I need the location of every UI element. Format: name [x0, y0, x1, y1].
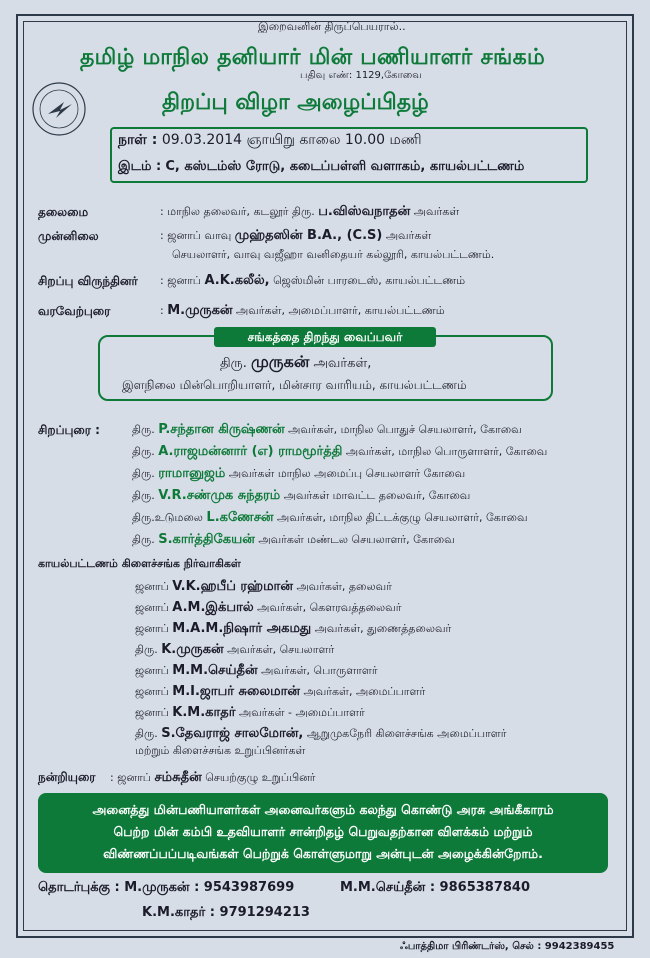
branch-member-item-name: M.A.M.நிஷார் அகமது: [172, 621, 312, 636]
welcome-suffix: அவர்கள், அமைப்பாளர், காயல்பட்டணம்: [236, 304, 445, 317]
special-address-item: [132, 444, 547, 460]
special-address-item: [132, 532, 455, 548]
special-address-item-prefix: திரு.: [132, 467, 155, 480]
special-guest-prefix: : ஜனாப்: [160, 274, 201, 287]
date-label: நாள் :: [118, 132, 158, 148]
special-address-item-name: V.R.சண்முக சுந்தரம்: [158, 488, 281, 503]
thanks-suffix: செயற்குழு உறுப்பினர்: [205, 771, 316, 784]
branch-member-item-prefix: ஜனாப்: [135, 685, 169, 698]
special-address-item-name: S.கார்த்திகேயன்: [158, 532, 255, 547]
branch-footer: மற்றும் கிளைச்சங்க உறுப்பினர்கள்: [135, 744, 306, 757]
branch-member-item-suffix: அவர்கள், அமைப்பாளர்: [303, 685, 426, 698]
contact1-name: M.முருகன்: [124, 880, 190, 895]
contact1-phone: : 9543987699: [194, 880, 295, 895]
special-address-item-prefix: திரு.: [132, 423, 155, 436]
special-address-item-prefix: திரு.: [132, 445, 155, 458]
branch-member-item-prefix: ஜனாப்: [135, 580, 169, 593]
branch-member-item-prefix: திரு.: [135, 727, 158, 740]
chair-prefix: : மாநில தலைவர், கடலூர் திரு.: [160, 205, 315, 218]
contact3-name: K.M.காதர்: [142, 905, 206, 920]
special-address-item-suffix: அவர்கள் மாநில அமைப்பு செயலாளர் கோவை: [228, 467, 466, 480]
branch-member-item-prefix: ஜனாப்: [135, 706, 169, 719]
branch-member-item-suffix: ஆறுமுகநேரி கிளைச்சங்க அமைப்பாளர்: [306, 727, 507, 740]
chair-name: ப.விஸ்வநாதன்: [318, 204, 411, 219]
presence-suffix: அவர்கள்: [385, 229, 432, 242]
branch-member-item: [135, 579, 392, 595]
branch-member-item-suffix: அவர்கள், செயலாளர்: [227, 643, 335, 656]
presence-prefix: : ஜனாப் வாவு: [160, 229, 232, 242]
special-address-label: சிறப்புரை :: [38, 423, 100, 437]
special-address-item-suffix: அவர்கள், மாநில திட்டக்குழு செயலாளர், கோவை: [277, 511, 528, 524]
branch-member-item-suffix: அவர்கள் - அமைப்பாளர்: [239, 706, 365, 719]
special-address-item-name: L.கணேசன்: [206, 510, 274, 525]
invitation-banner: [38, 793, 608, 873]
branch-member-item: [135, 621, 451, 637]
branch-heading: காயல்பட்டணம் கிளைச்சங்க நிர்வாகிகள்: [38, 557, 241, 570]
chair-suffix: அவர்கள்: [413, 205, 460, 218]
branch-member-item-name: K.முருகன்: [161, 642, 224, 657]
opening-prefix: திரு.: [220, 356, 247, 371]
branch-member-item-prefix: ஜனாப்: [135, 601, 169, 614]
branch-member-item: [135, 726, 506, 742]
presence-name: முஹ்தஸின் B.A., (C.S): [234, 228, 383, 243]
branch-member-item-prefix: திரு.: [135, 643, 158, 656]
branch-member-item-suffix: அவர்கள், பொருளாளர்: [261, 664, 378, 677]
special-address-item-suffix: அவர்கள், மாநில பொதுச் செயலாளர், கோவை: [288, 423, 522, 436]
branch-member-item: [135, 600, 401, 616]
special-address-item: [132, 510, 528, 526]
special-address-item-prefix: திரு.: [132, 489, 155, 502]
branch-member-item: [135, 642, 334, 658]
invitation-title: திறப்பு விழா அழைப்பிதழ்: [162, 90, 429, 115]
special-guest-label: சிறப்பு விருந்தினர்: [38, 274, 138, 288]
branch-member-item-name: K.M.காதர்: [172, 705, 236, 720]
special-address-item-prefix: திரு.உடுமலை: [132, 511, 203, 524]
special-address-item-name: ராமானுஜம்: [158, 466, 226, 481]
branch-member-item-name: S.தேவராஜ் சாலமோன்,: [161, 726, 304, 741]
chair-label: தலைமை: [38, 205, 89, 219]
special-address-item: [132, 488, 470, 504]
contact3-phone: : 9791294213: [209, 905, 310, 920]
special-guest-name: A.K.கலீல்,: [204, 273, 270, 288]
org-name: தமிழ் மாநில தனியார் மின் பணியாளர் சங்கம்: [80, 45, 545, 70]
banner-line3: விண்ணப்பப்படிவங்கள் பெற்றுக் கொள்ளுமாறு அன்புடன் அழைக்கின்றோம்.: [103, 846, 543, 861]
branch-member-item: [135, 663, 378, 679]
banner-line1: அனைத்து மின்பணியாளர்கள் அனைவர்களும் கலந்து கொண்டு அரசு அங்கீகாரம்: [92, 802, 554, 817]
thanks-prefix: : ஜனாப்: [110, 771, 151, 784]
special-address-item-prefix: திரு.: [132, 533, 155, 546]
branch-member-item: [135, 705, 365, 721]
special-address-item-suffix: அவர்கள், மாநில பொருளாளர், கோவை: [345, 445, 548, 458]
opening-line2: இளநிலை மின்பொறியாளர், மின்சார வாரியம், காயல்பட்டணம்: [122, 378, 467, 392]
welcome-label: வரவேற்புரை: [38, 304, 111, 318]
branch-member-item-suffix: அவர்கள், துணைத்தலைவர்: [314, 622, 452, 635]
contacts-label: தொடர்புக்கு :: [38, 880, 120, 895]
special-guest-suffix: ஜெஸ்மின் பாரடைஸ், காயல்பட்டணம்: [273, 274, 466, 287]
welcome-name: M.முருகன்: [167, 303, 233, 318]
thanks-name: சம்சுதீன்: [154, 770, 202, 785]
special-address-item-name: P.சந்தான கிருஷ்ணன்: [158, 422, 285, 437]
contact2-name: M.M.செய்தீன்: [340, 880, 426, 895]
thanks-label: நன்றியுரை: [38, 770, 96, 784]
place-value: C, கஸ்டம்ஸ் ரோடு, கடைப்பள்ளி வளாகம், காயல்பட்டணம்: [165, 159, 525, 174]
special-address-item-name: A.ராஜமன்னார் (எ) ராமமூர்த்தி: [158, 444, 343, 459]
branch-member-item-suffix: அவர்கள், கௌரவத்தலைவர்: [257, 601, 402, 614]
special-address-item: [132, 466, 465, 482]
lightning-bolt-emblem-icon: [30, 80, 88, 138]
printer-credit: ஃபாத்திமா பிரிண்டர்ஸ், செல் : 9942389455: [400, 941, 615, 952]
branch-member-item: [135, 684, 425, 700]
opening-header: சங்கத்தை திறந்து வைப்பவர்: [214, 327, 436, 347]
top-blessing: இறைவனின் திருப்பெயரால்..: [258, 20, 406, 33]
branch-member-item-suffix: அவர்கள், தலைவர்: [296, 580, 392, 593]
place-label: இடம் :: [118, 159, 162, 174]
special-address-item-suffix: அவர்கள் மண்டல செயலாளர், கோவை: [258, 533, 455, 546]
branch-member-item-name: A.M.இக்பால்: [172, 600, 254, 615]
opening-name: முருகன்: [250, 352, 310, 371]
branch-member-item-prefix: ஜனாப்: [135, 664, 169, 677]
special-address-item: [132, 422, 522, 438]
branch-member-item-name: V.K.ஹபீப் ரஹ்மான்: [172, 579, 293, 594]
presence-label: முன்னிலை: [38, 229, 99, 243]
date-value: 09.03.2014 ஞாயிறு காலை 10.00 மணி: [161, 132, 422, 148]
branch-member-item-name: M.I.ஜாபர் சுலைமான்: [172, 684, 300, 699]
special-address-item-suffix: அவர்கள் மாவட்ட தலைவர், கோவை: [283, 489, 471, 502]
presence-line2: செயலாளர், வாவு வஜீஹா வனிதையர் கல்லூரி, காயல்பட்டணம்.: [172, 248, 495, 261]
contact2-phone: : 9865387840: [429, 880, 531, 895]
welcome-prefix: :: [160, 304, 164, 317]
branch-member-item-prefix: ஜனாப்: [135, 622, 169, 635]
branch-member-item-name: M.M.செய்தீன்: [172, 663, 258, 678]
registration-number: பதிவு எண்: 1129,கோவை: [300, 70, 422, 81]
banner-line2: பெற்ற மின் கம்பி உதவியாளர் சான்றிதழ் பெறுவதற்கான விளக்கம் மற்றும்: [113, 824, 533, 839]
opening-suffix: அவர்கள்,: [313, 356, 372, 371]
